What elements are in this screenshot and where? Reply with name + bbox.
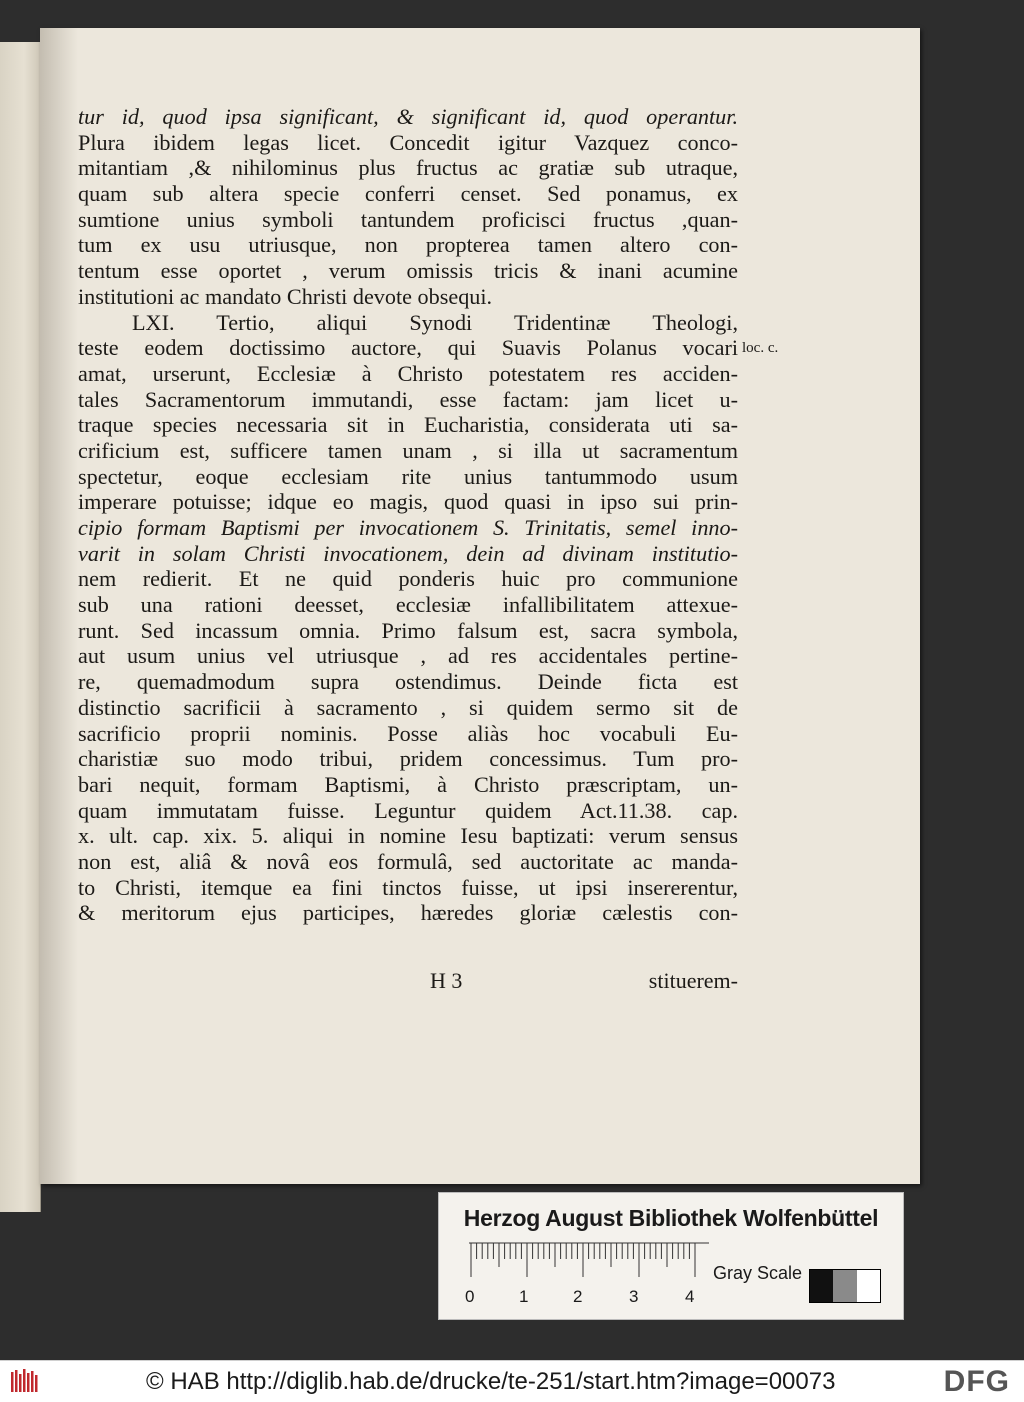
gray-patch-mid <box>833 1270 856 1302</box>
text-line: imperare potuisse; idque eo magis, quod quasi in ipso sui prin- <box>78 489 738 515</box>
hab-logo-icon <box>10 1368 40 1394</box>
text-line: & meritorum ejus participes, hæredes gloriæ cælestis con- <box>78 900 738 926</box>
text-line: traque species necessaria sit in Eucharistia, considerata uti sa- <box>78 412 738 438</box>
text-line: tentum esse oportet , verum omissis tricis & inani acumine <box>78 258 738 284</box>
signature-mark: H 3 <box>430 968 463 993</box>
text-line: LXI. Tertio, aliqui Synodi Tridentinæ Theologi, <box>132 309 738 335</box>
margin-note: loc. c. <box>742 340 779 356</box>
text-line: tales Sacramentorum immutandi, esse factam: jam licet u- <box>78 386 738 412</box>
ruler-label: 0 <box>465 1287 475 1306</box>
ruler-label: 2 <box>573 1287 583 1306</box>
text-line: quam immutatam fuisse. Leguntur quidem Act.11.38. cap. <box>78 797 738 823</box>
ruler-label: 4 <box>685 1287 695 1306</box>
text-line: institutioni ac mandato Christi devote obsequi. <box>78 283 493 309</box>
text-line: varit in solam Christi invocationem, dein ad divinam institutio- <box>78 540 738 566</box>
gray-patch-black <box>810 1270 833 1302</box>
text-line: Plura ibidem legas licet. Concedit igitur Vazquez conco- <box>78 129 738 155</box>
text-line: cipio formam Baptismi per invocationem S. Trinitatis, semel inno- <box>78 515 738 540</box>
dfg-logo: DFG <box>943 1365 1010 1398</box>
text-line: x. ult. cap. xix. 5. aliqui in nomine Iesu baptizati: verum sensus <box>78 823 738 849</box>
text-line: tur id, quod ipsa significant, & significant id, quod operantur. <box>78 104 738 129</box>
text-line: sumtione unius symboli tantundem proficisci fructus ,quan- <box>78 206 738 232</box>
ruler-icon <box>469 1241 709 1281</box>
ruler-label: 3 <box>629 1287 639 1306</box>
page-text <box>78 104 738 926</box>
text-line: re, quemadmodum supra ostendimus. Deinde ficta est <box>78 669 738 695</box>
text-line: amat, urserunt, Ecclesiæ à Christo potestatem res acciden- <box>78 360 738 386</box>
text-line: aut usum unius vel utriusque , ad res accidentales pertine- <box>78 643 738 669</box>
library-color-card <box>438 1192 904 1320</box>
text-line: sacrificio proprii nominis. Posse aliàs hoc vocabuli Eu- <box>78 720 738 746</box>
text-line: runt. Sed incassum omnia. Primo falsum est, sacra symbola, <box>78 617 738 643</box>
text-line: to Christi, itemque ea fini tinctos fuisse, ut ipsi insererentur, <box>78 874 738 900</box>
gray-scale-label: Gray Scale <box>713 1263 803 1283</box>
copyright-link[interactable]: © HAB http://diglib.hab.de/drucke/te-251/start.htm?image=00073 <box>146 1368 836 1395</box>
text-line: teste eodem doctissimo auctore, qui Suavis Polanus vocari <box>78 335 738 361</box>
text-line: non est, aliâ & novâ eos formulâ, sed auctoritate ac manda- <box>78 848 738 874</box>
text-line: quam sub altera specie conferri censet. Sed ponamus, ex <box>78 181 738 207</box>
text-line: bari nequit, formam Baptismi, à Christo præscriptam, un- <box>78 771 738 797</box>
page-footer-line <box>78 968 738 998</box>
text-line: nem redierit. Et ne quid ponderis huic pro communione <box>78 566 738 592</box>
previous-page-edge <box>0 42 41 1212</box>
ruler-label: 1 <box>519 1287 529 1306</box>
text-line: distinctio sacrificii à sacramento , si quidem sermo sit de <box>78 694 738 720</box>
text-line: charistiæ suo modo tribui, pridem concessimus. Tum pro- <box>78 746 738 772</box>
text-line: sub una rationi deesset, ecclesiæ infallibilitatem attexue- <box>78 592 738 618</box>
text-line: mitantiam ,& nihilominus plus fructus ac gratiæ sub utraque, <box>78 155 738 181</box>
text-line: spectetur, eoque ecclesiam rite unius tantummodo usum <box>78 463 738 489</box>
gray-patch-white <box>857 1270 880 1302</box>
catchword: stituerem- <box>648 968 738 993</box>
text-line: tum ex usu utriusque, non propterea tamen altero con- <box>78 232 738 258</box>
card-title: Herzog August Bibliothek Wolfenbüttel <box>463 1205 879 1231</box>
footer-bar <box>0 1360 1024 1402</box>
gray-scale-patches <box>809 1269 881 1303</box>
page-gutter-shadow <box>40 28 78 1184</box>
text-line: crificium est, sufficere tamen unam , si illa ut sacramentum <box>78 437 738 463</box>
